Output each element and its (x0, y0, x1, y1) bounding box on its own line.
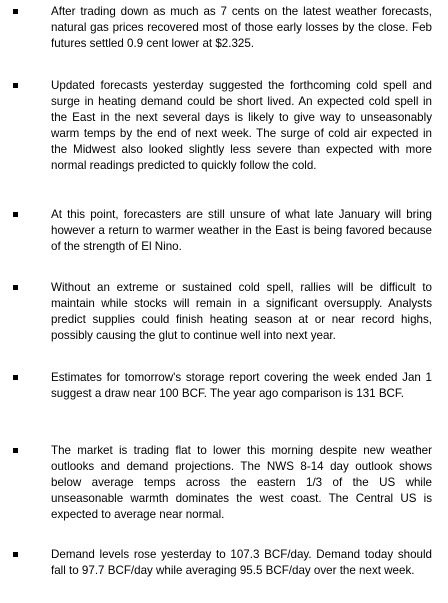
square-bullet-icon (13, 9, 18, 14)
square-bullet-icon (13, 448, 18, 453)
bullet-text: The market is trading flat to lower this morning despite new weather outlooks and demand projections. The NWS 8-14 day outlook shows below average temps across the eastern 1/3 of the US while unseasonable warmth dominates the west coast. The Central US is expected to average near normal. (51, 444, 432, 521)
bullet-text: Updated forecasts yesterday suggested the forthcoming cold spell and surge in heating demand could be short lived. An expected cold spell in the East in the next several days is likely to give way to unseasonably warm temps by the end of next week. The surge of cold air expected in the Midwest also looked slightly less severe than expected with more normal readings predicted to quickly follow the cold. (51, 79, 432, 172)
bullet-text: At this point, forecasters are still unsure of what late January will bring however a return to warmer weather in the East is being favored because of the strength of El Nino. (51, 208, 432, 253)
square-bullet-icon (13, 375, 18, 380)
bullet-text: Estimates for tomorrow's storage report covering the week ended Jan 1 suggest a draw near 100 BCF. The year ago comparison is 131 BCF. (51, 371, 432, 400)
square-bullet-icon (13, 83, 18, 88)
square-bullet-icon (13, 285, 18, 290)
bullet-text: Demand levels rose yesterday to 107.3 BCF/day. Demand today should fall to 97.7 BCF/day while averaging 95.5 BCF/day over the next week. (51, 548, 432, 577)
bullet-text: Without an extreme or sustained cold spell, rallies will be difficult to maintain while stocks will remain in a significant oversupply. Analysts predict supplies could finish heating season at or near record highs, possibly causing the glut to continue well into next year. (51, 281, 432, 342)
square-bullet-icon (13, 212, 18, 217)
square-bullet-icon (13, 552, 18, 557)
bullet-text: After trading down as much as 7 cents on the latest weather forecasts, natural gas prices recovered most of those early losses by the close. Feb futures settled 0.9 cent lower at $2.325. (51, 5, 432, 50)
